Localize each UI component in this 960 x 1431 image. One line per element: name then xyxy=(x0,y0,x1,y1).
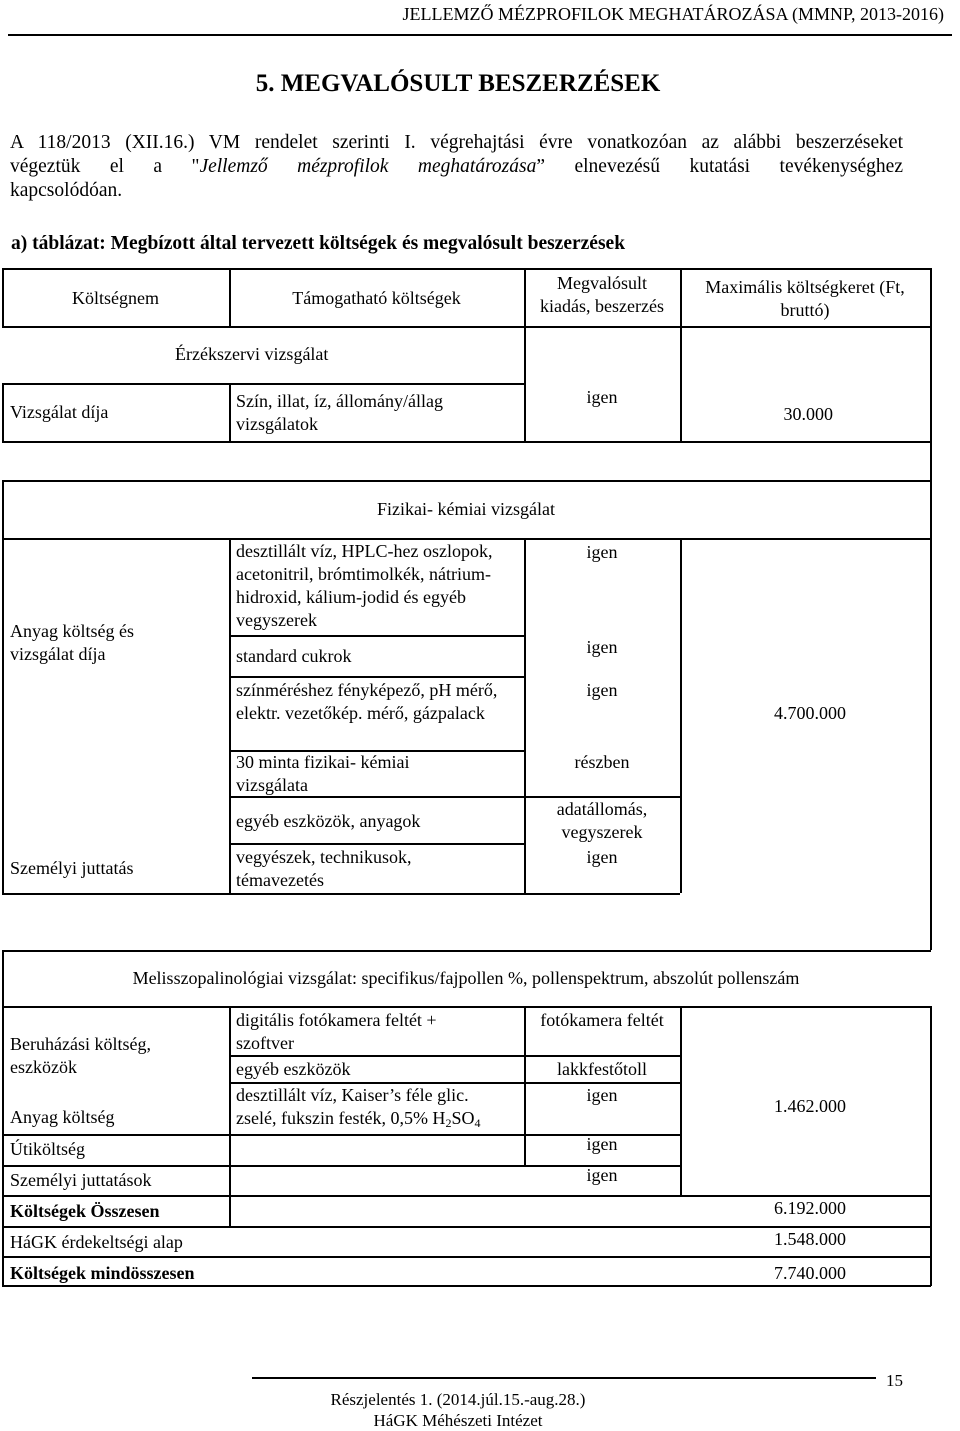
footer-report-period: Részjelentés 1. (2014.júl.15.-aug.28.) xyxy=(330,1390,586,1409)
intro-line-3: kapcsolódóan. xyxy=(10,180,123,201)
palyno-category-materials: Anyag költség xyxy=(10,1107,115,1127)
palyno-item xyxy=(236,1084,524,1130)
table-rule xyxy=(930,441,932,481)
table-rule xyxy=(229,1055,680,1057)
table-rule xyxy=(229,383,231,441)
physchem-status: igen xyxy=(586,847,618,867)
footer-institute: HáGK Méhészeti Intézet xyxy=(373,1411,543,1430)
table-rule xyxy=(229,635,524,637)
intro-text-a: végeztük el a " xyxy=(10,156,200,177)
table-rule xyxy=(2,268,931,270)
palyno-item-text: SO xyxy=(451,1108,475,1128)
palyno-category-investment: Beruházási költség, eszközök xyxy=(10,1034,151,1077)
header-cost-type: Költségnem xyxy=(72,288,159,308)
sensory-section-title: Érzékszervi vizsgálat xyxy=(175,344,329,364)
palyno-status: igen xyxy=(586,1085,618,1105)
header-realized-spending: Megvalósult kiadás, beszerzés xyxy=(540,273,664,316)
table-rule xyxy=(2,1256,931,1258)
table-rule xyxy=(2,480,931,482)
table-rule xyxy=(680,1006,682,1195)
table-rule xyxy=(524,268,526,326)
physchem-item: egyéb eszközök, anyagok xyxy=(236,811,421,831)
table-rule xyxy=(930,268,932,326)
grand-total-label: Költségek mindösszesen xyxy=(10,1263,195,1283)
sensory-item: Szín, illat, íz, állomány/állag vizsgálatok xyxy=(236,391,443,434)
table-rule xyxy=(2,1006,931,1008)
physchem-section-title: Fizikai- kémiai vizsgálat xyxy=(377,499,555,519)
total-value: 6.192.000 xyxy=(774,1198,846,1218)
table-rule xyxy=(2,1285,931,1287)
sensory-status: igen xyxy=(586,387,618,407)
table-rule xyxy=(2,538,4,893)
intro-text-b: ” elnevezésű kutatási tevékenységhez xyxy=(536,156,903,177)
table-rule xyxy=(930,480,932,538)
sensory-category: Vizsgálat díja xyxy=(10,402,109,422)
page-number: 15 xyxy=(886,1371,903,1390)
physchem-item: standard cukrok xyxy=(236,646,352,666)
physchem-status: igen xyxy=(586,637,618,657)
physchem-category-materials: Anyag költség és vizsgálat díja xyxy=(10,621,134,664)
table-rule xyxy=(2,441,931,443)
physchem-status: igen xyxy=(586,542,618,562)
table-rule xyxy=(680,326,682,441)
table-rule xyxy=(930,1006,932,1286)
total-label: Költségek Összesen xyxy=(10,1201,160,1221)
palyno-item: digitális fotókamera feltét + szoftver xyxy=(236,1010,437,1053)
intro-line-1: A 118/2013 (XII.16.) VM rendelet szerinti I. végrehajtási évre vonatkozóan az alábbi beszerzéseket xyxy=(10,132,903,153)
table-rule xyxy=(680,538,682,893)
table-rule xyxy=(229,538,231,893)
palyno-status: lakkfestőtoll xyxy=(557,1059,647,1079)
table-caption: a) táblázat: Megbízott által tervezett költségek és megvalósult beszerzések xyxy=(11,233,626,254)
intro-line-2 xyxy=(10,155,903,179)
table-rule xyxy=(2,326,931,328)
table-rule xyxy=(2,383,524,385)
palyno-item-line-2 xyxy=(236,1108,480,1128)
table-rule xyxy=(2,383,4,441)
palyno-section-title: Melisszopalinológiai vizsgálat: specifikus/fajpollen %, pollenspektrum, abszolút pollenszám xyxy=(132,968,800,988)
fund-value: 1.548.000 xyxy=(774,1229,846,1249)
project-title: Jellemző mézprofilok meghatározása xyxy=(199,156,537,177)
physchem-budget: 4.700.000 xyxy=(774,703,846,723)
palyno-budget: 1.462.000 xyxy=(774,1096,846,1116)
subscript: 4 xyxy=(474,1116,481,1130)
table-rule xyxy=(2,950,931,952)
subscript: 2 xyxy=(445,1116,452,1130)
physchem-item: vegyészek, technikusok, témavezetés xyxy=(236,847,412,890)
palyno-item-line-1: desztillált víz, Kaiser’s féle glic. xyxy=(236,1085,469,1105)
physchem-category-personnel: Személyi juttatás xyxy=(10,858,134,878)
grand-total-value: 7.740.000 xyxy=(774,1263,846,1283)
table-rule xyxy=(2,893,680,895)
palyno-item-text: zselé, fukszin festék, 0,5% H xyxy=(236,1108,446,1128)
table-rule xyxy=(229,843,524,845)
palyno-status: fotókamera feltét xyxy=(540,1010,664,1030)
header-max-budget: Maximális költségkeret (Ft, bruttó) xyxy=(705,277,905,320)
table-rule xyxy=(229,676,524,678)
palyno-status: igen xyxy=(586,1165,618,1185)
physchem-item: desztillált víz, HPLC-hez oszlopok, acetonitril, brómtimolkék, nátrium-hidroxid, kálium-jodid és egyéb vegyszerek xyxy=(236,541,493,630)
physchem-status: igen xyxy=(586,680,618,700)
sensory-budget: 30.000 xyxy=(783,404,833,424)
header-eligible-costs: Támogatható költségek xyxy=(292,288,461,308)
palyno-item: egyéb eszközök xyxy=(236,1059,351,1079)
footer-rule xyxy=(252,1377,876,1379)
table-rule xyxy=(229,1006,231,1227)
section-title: 5. MEGVALÓSULT BESZERZÉSEK xyxy=(255,70,661,97)
intro-paragraph xyxy=(10,131,903,203)
fund-label: HáGK érdekeltségi alap xyxy=(10,1232,183,1252)
physchem-status: adatállomás, vegyszerek xyxy=(556,799,648,842)
physchem-status: részben xyxy=(574,752,630,772)
palyno-category-travel: Útiköltség xyxy=(10,1139,85,1159)
table-rule xyxy=(930,538,932,950)
running-header: JELLEMZŐ MÉZPROFILOK MEGHATÁROZÁSA (MMNP, 2013-2016) xyxy=(402,4,944,24)
table-rule xyxy=(680,268,682,326)
palyno-category-personnel: Személyi juttatások xyxy=(10,1170,152,1190)
physchem-item: színméréshez fényképező, pH mérő, elektr. vezetőkép. mérő, gázpalack xyxy=(236,680,498,723)
physchem-item: 30 minta fizikai- kémiai vizsgálata xyxy=(236,752,410,795)
table-rule xyxy=(930,326,932,441)
table-rule xyxy=(524,326,526,441)
table-rule xyxy=(2,1006,4,1286)
palyno-status: igen xyxy=(586,1134,618,1154)
header-rule xyxy=(8,34,952,36)
table-rule xyxy=(524,538,526,893)
